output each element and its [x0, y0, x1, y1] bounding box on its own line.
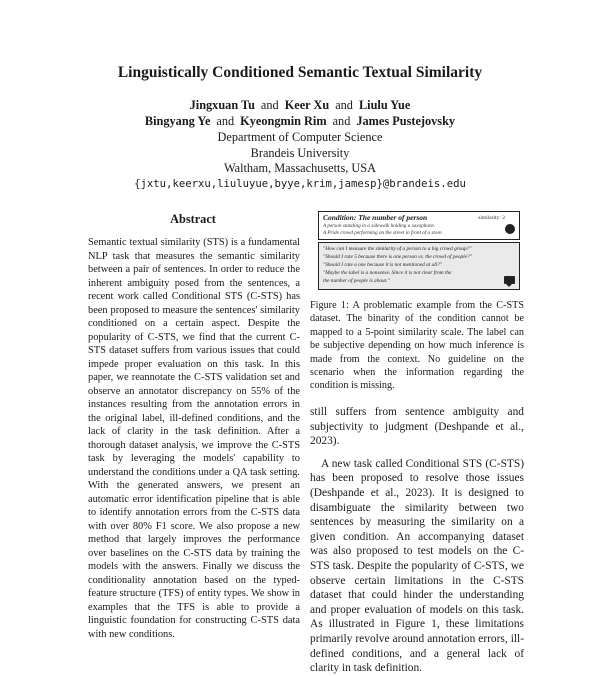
annotator-question: "How can I measure the similarity of a person to a big crowd group?": [323, 246, 472, 252]
annotator-question: the number of people is about.": [323, 278, 390, 284]
annotator-icon: [505, 224, 515, 234]
affiliation: [0, 130, 600, 192]
author-separator: and: [332, 113, 351, 128]
author-line-1: [0, 98, 600, 114]
author-name: James Pustejovsky: [356, 113, 456, 128]
condition-title: Condition: The number of person: [323, 213, 428, 222]
author-name: Keer Xu: [284, 98, 330, 112]
annotator-question: "Should I rate 5 because there is one person vs. the crowd of people?": [323, 254, 472, 260]
condition-box: [318, 211, 520, 240]
paragraph: still suffers from sentence ambiguity and subjectivity to judgment (Deshpande et al., 2023).: [310, 406, 524, 448]
author-name: Liulu Yue: [358, 98, 411, 112]
abstract-text: Semantic textual similarity (STS) is a fundamental NLP task that measures the semantic similarity between a pair of sentences. In order to reduce the inherent ambiguity posed from the sentences, a recent work called Conditional STS (C-STS) has been proposed to measure the sentences' similarity conditioned on a certain aspect. Despite the popularity of C-STS, we find that the current C-STS dataset suffers from various issues that could impede proper evaluation on this task. In this paper, we reannotate the C-STS validation set and observe an annotator discrepancy on 55% of the instances resulting from the annotation errors in the original label, ill-defined conditions, and the lack of clarity in the task definition. After a thorough dataset analysis, we improve the C-STS task by leveraging the models' capability to understand the conditions under a QA task setting. With the generated answers, we present an automatic error identification pipeline that is able to identify annotation errors from the C-STS data with over 80% F1 score. We also propose a new method that largely improves the performance over baselines on the C-STS data by training the models with the answers. Finally we discuss the conditionality annotation based on the typed-feature structure (TFS) of entity types. We show in examples that the TFS is able to provide a linguistic foundation for constructing C-STS data with new conditions.: [88, 237, 300, 640]
annotator-question: "Should I rate a one because it is not mentioned at all?": [323, 262, 443, 268]
university: Brandeis University: [250, 145, 350, 160]
abstract-heading: Abstract: [170, 212, 216, 226]
author-separator: and: [260, 98, 279, 112]
annotator-questions-box: [318, 242, 520, 290]
author-name: Jingxuan Tu: [189, 98, 255, 112]
chat-bubble-icon: [504, 276, 515, 284]
figure-1: [318, 211, 520, 290]
author-emails: {jxtu,keerxu,liuluyue,byye,krim,jamesp}@brandeis.edu: [134, 177, 466, 190]
annotator-question: "Maybe the label is a nonsense. Since it is not clear from the: [323, 270, 452, 276]
paper-title: Linguistically Conditioned Semantic Textual Similarity: [117, 64, 483, 81]
similarity-label: similarity: 2: [478, 215, 505, 221]
author-line-2: [0, 114, 600, 130]
figure-caption: Figure 1: A problematic example from the C-STS dataset. The binarity of the condition cannot be mapped to a 5-point similarity scale. The label can be subjective depending on how much inference is made from the context. No guideline on the scenario when the information regarding the condition is missing.: [310, 300, 524, 392]
right-column-body: [310, 405, 524, 676]
location: Waltham, Massachusetts, USA: [223, 161, 377, 175]
author-separator: and: [335, 98, 353, 112]
condition-sentence: A person standing in a sidewalk holding a saxophone.: [323, 223, 436, 229]
paragraph: A new task called Conditional STS (C-STS) has been proposed to resolve those issues (Deshpande et al., 2023). It is designed to disambiguate the similarity between two sentences by measuring the similarity on a given condition. An accompanying dataset was also proposed to test models on the C-STS task. Despite the popularity of C-STS, we observe certain limitations in the C-STS dataset that could hinder the understanding and proper evaluation of models on this task. As illustrated in Figure 1, these limitations primarily revolve around annotation errors, ill-defined conditions, and a general lack of clarity in task definition.: [310, 457, 524, 675]
author-list: [0, 98, 600, 129]
author-separator: and: [216, 113, 235, 128]
department: Department of Computer Science: [217, 130, 383, 144]
author-name: Kyeongmin Rim: [240, 113, 327, 128]
condition-sentence: A Pride crowd performing on the street in front of a store.: [323, 230, 443, 236]
author-name: Bingyang Ye: [144, 113, 211, 128]
